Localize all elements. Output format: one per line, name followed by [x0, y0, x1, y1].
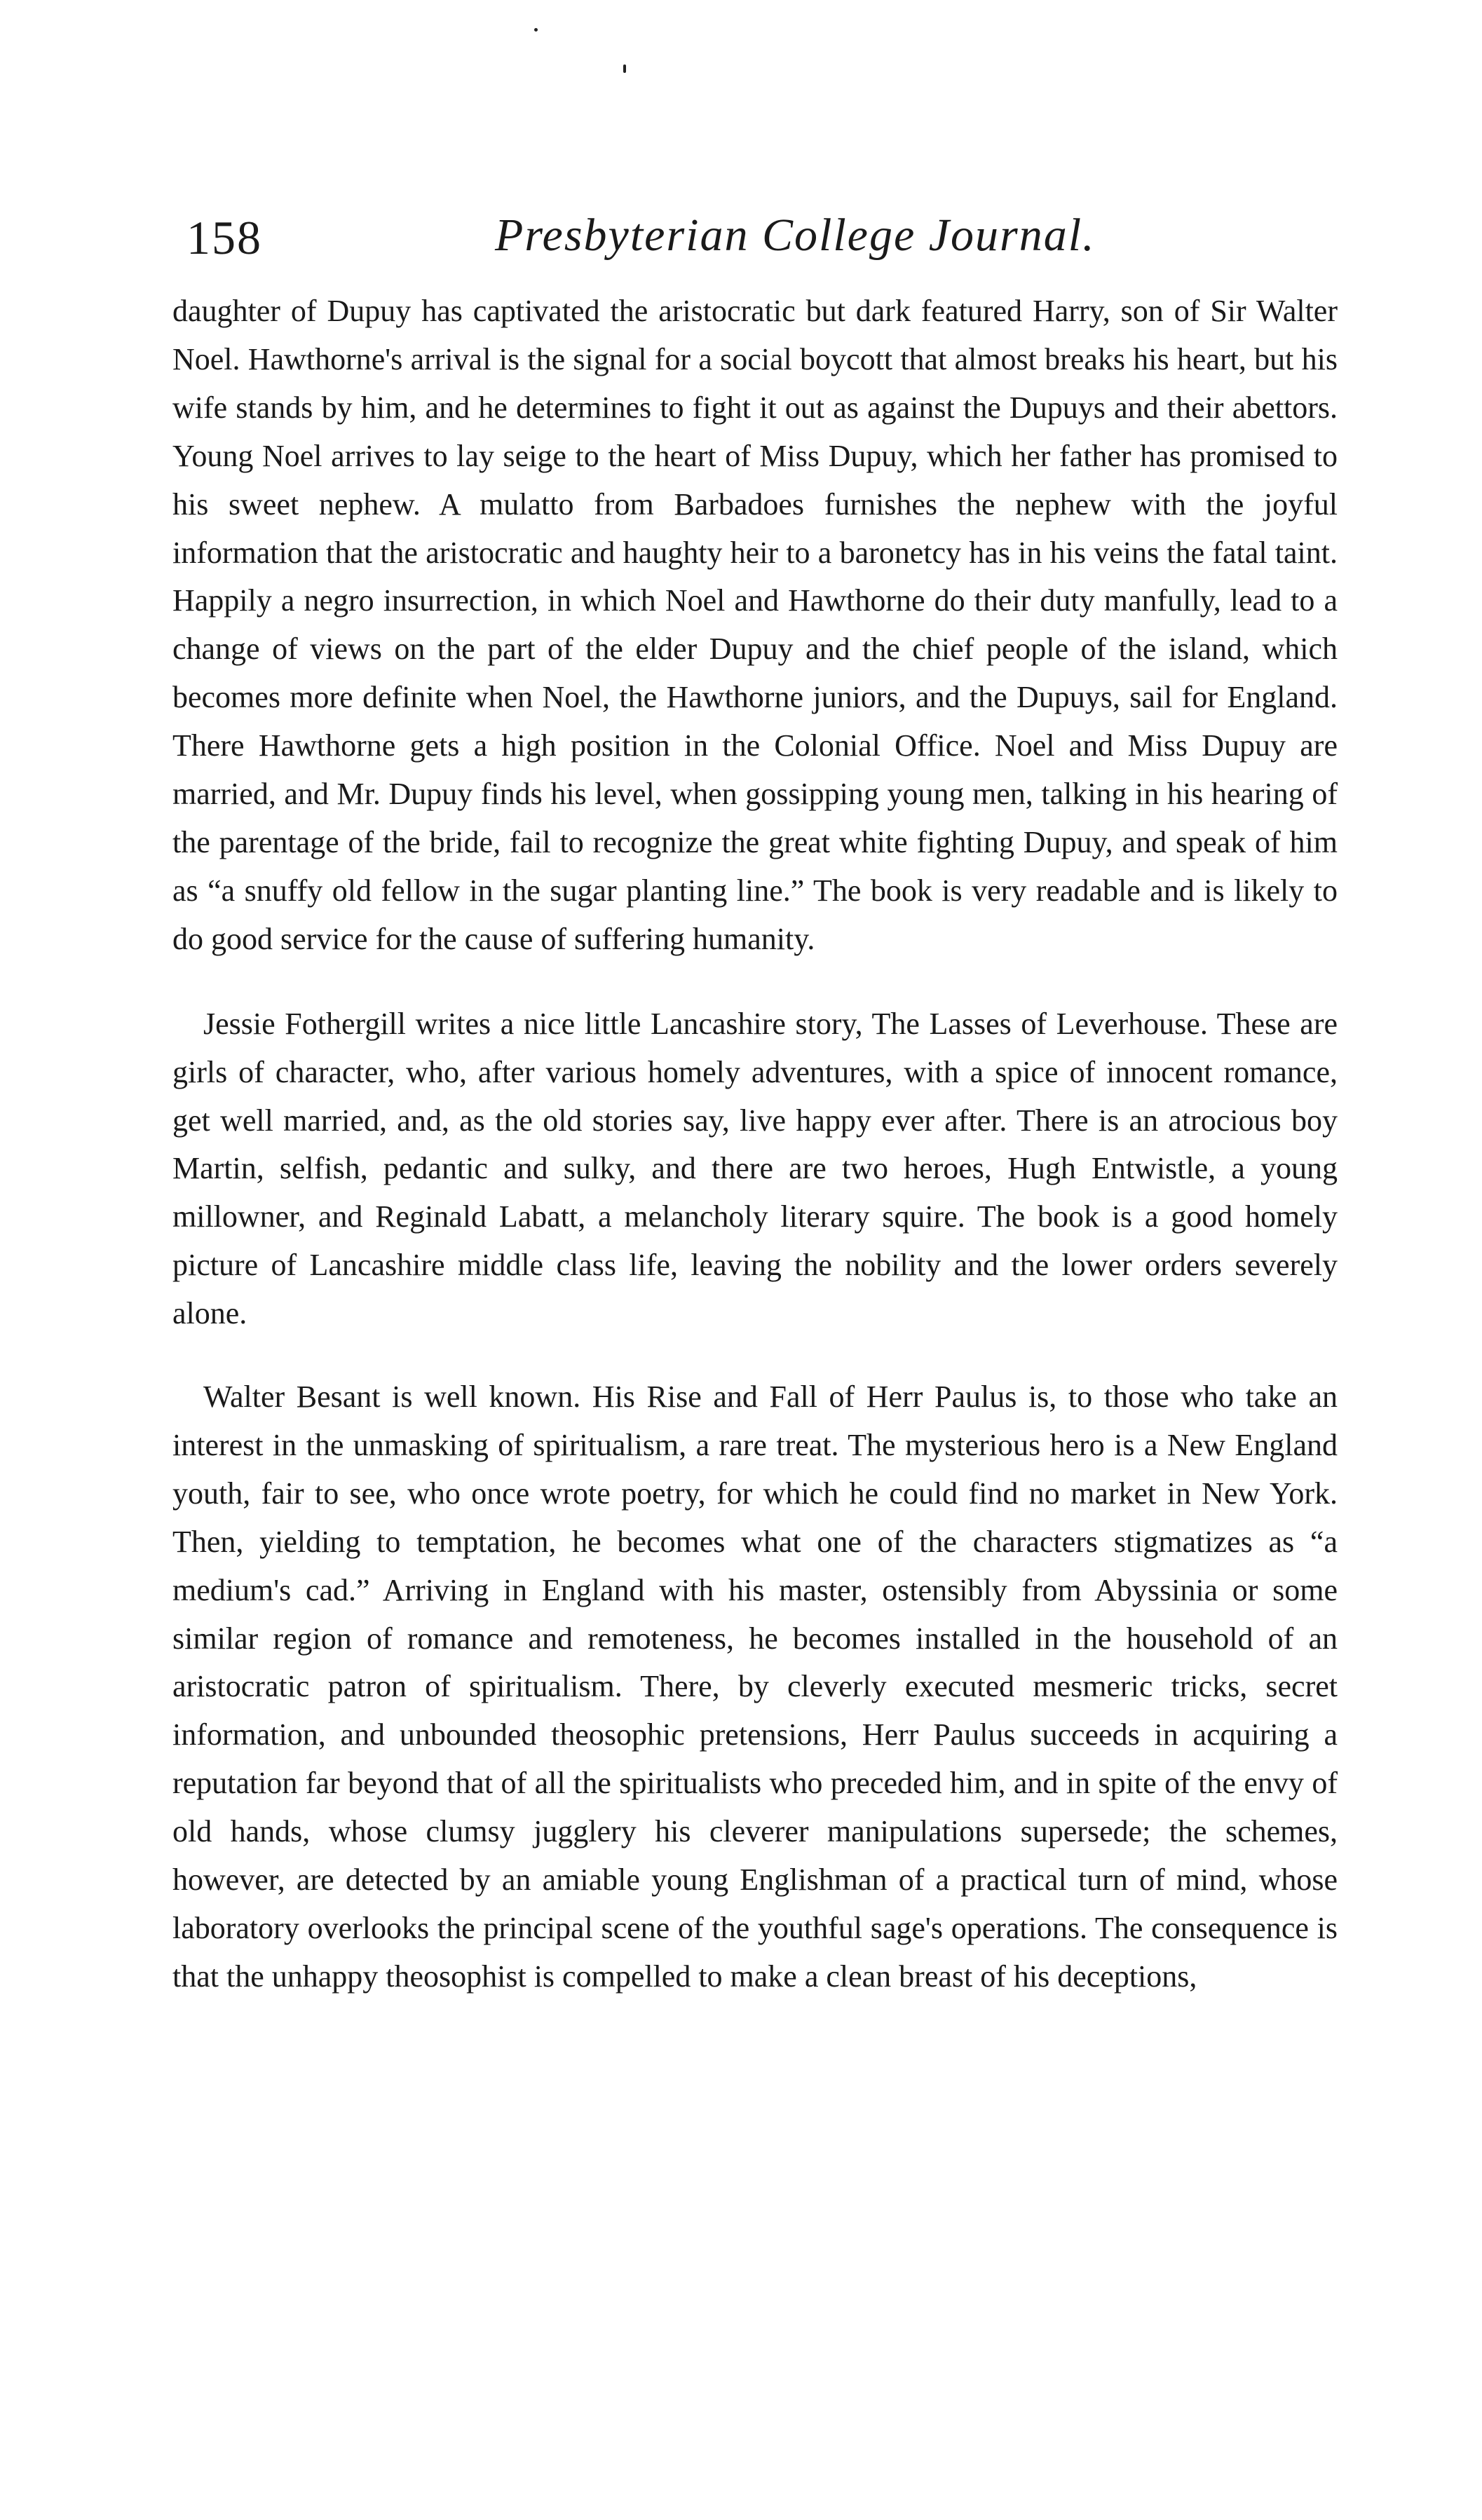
- book-page: [172, 203, 1338, 2001]
- paragraph-besant-review: Walter Besant is well known. His Rise and Fall of Herr Paulus is, to those who take an interest in the unmasking of spiritualism, a rare treat. The mysterious hero is a New England youth, fair to see, who once wrote poetry, for which he could find no market in New York. Then, yielding to temptation, he becomes what one of the characters stigmatizes as “a medium's cad.” Arriving in England with his master, ostensibly from Abyssinia or some similar region of romance and remoteness, he becomes installed in the household of an aristocratic patron of spiritualism. There, by cleverly executed mesmeric tricks, secret information, and unbounded theosophic pretensions, Herr Paulus succeeds in acquiring a reputation far beyond that of all the spiritualists who preceded him, and in spite of the envy of old hands, whose clumsy jugglery his cleverer manipulations supersede; the schemes, however, are detected by an amiable young Englishman of a practical turn of mind, whose laboratory overlooks the principal scene of the youthful sage's operations. The consequence is that the unhappy theosophist is compelled to make a clean breast of his deceptions,: [172, 1380, 1338, 1994]
- paragraph-continued: daughter of Dupuy has captivated the aristocratic but dark featured Harry, son of Sir Walter Noel. Hawthorne's arrival is the signal for a social boycott that almost breaks his heart, but his wife stands by him, and he determines to fight it out as against the Dupuys and their abettors. Young Noel arrives to lay seige to the heart of Miss Dupuy, which her father has promised to his sweet nephew. A mulatto from Barbadoes furnishes the nephew with the joyful information that the aristocratic and haughty heir to a baronetcy has in his veins the fatal taint. Happily a negro insurrection, in which Noel and Hawthorne do their duty manfully, lead to a change of views on the part of the elder Dupuy and the chief people of the island, which becomes more definite when Noel, the Hawthorne juniors, and the Dupuys, sail for England. There Hawthorne gets a high position in the Colonial Office. Noel and Miss Dupuy are married, and Mr. Dupuy finds his level, when gossipping young men, talking in his hearing of the parentage of the bride, fail to recognize the great white fighting Dupuy, and speak of him as “a snuffy old fellow in the sugar planting line.” The book is very readable and is likely to do good service for the cause of suffering humanity.: [172, 294, 1338, 956]
- paper-speck: [534, 28, 538, 32]
- running-title: Presbyterian College Journal.: [495, 210, 1096, 261]
- page-header: [172, 203, 1338, 287]
- paper-speck: [623, 64, 626, 73]
- page-number: 158: [186, 211, 262, 264]
- paragraph-fothergill-review: Jessie Fothergill writes a nice little Lancashire story, The Lasses of Leverhouse. These are girls of character, who, after various homely adventures, with a spice of innocent romance, get well married, and, as the old stories say, live happy ever after. There is an atrocious boy Martin, selfish, pedantic and sulky, and there are two heroes, Hugh Entwistle, a young millowner, and Reginald Labatt, a melancholy literary squire. The book is a good homely picture of Lancashire middle class life, leaving the nobility and the lower orders severely alone.: [172, 1006, 1338, 1331]
